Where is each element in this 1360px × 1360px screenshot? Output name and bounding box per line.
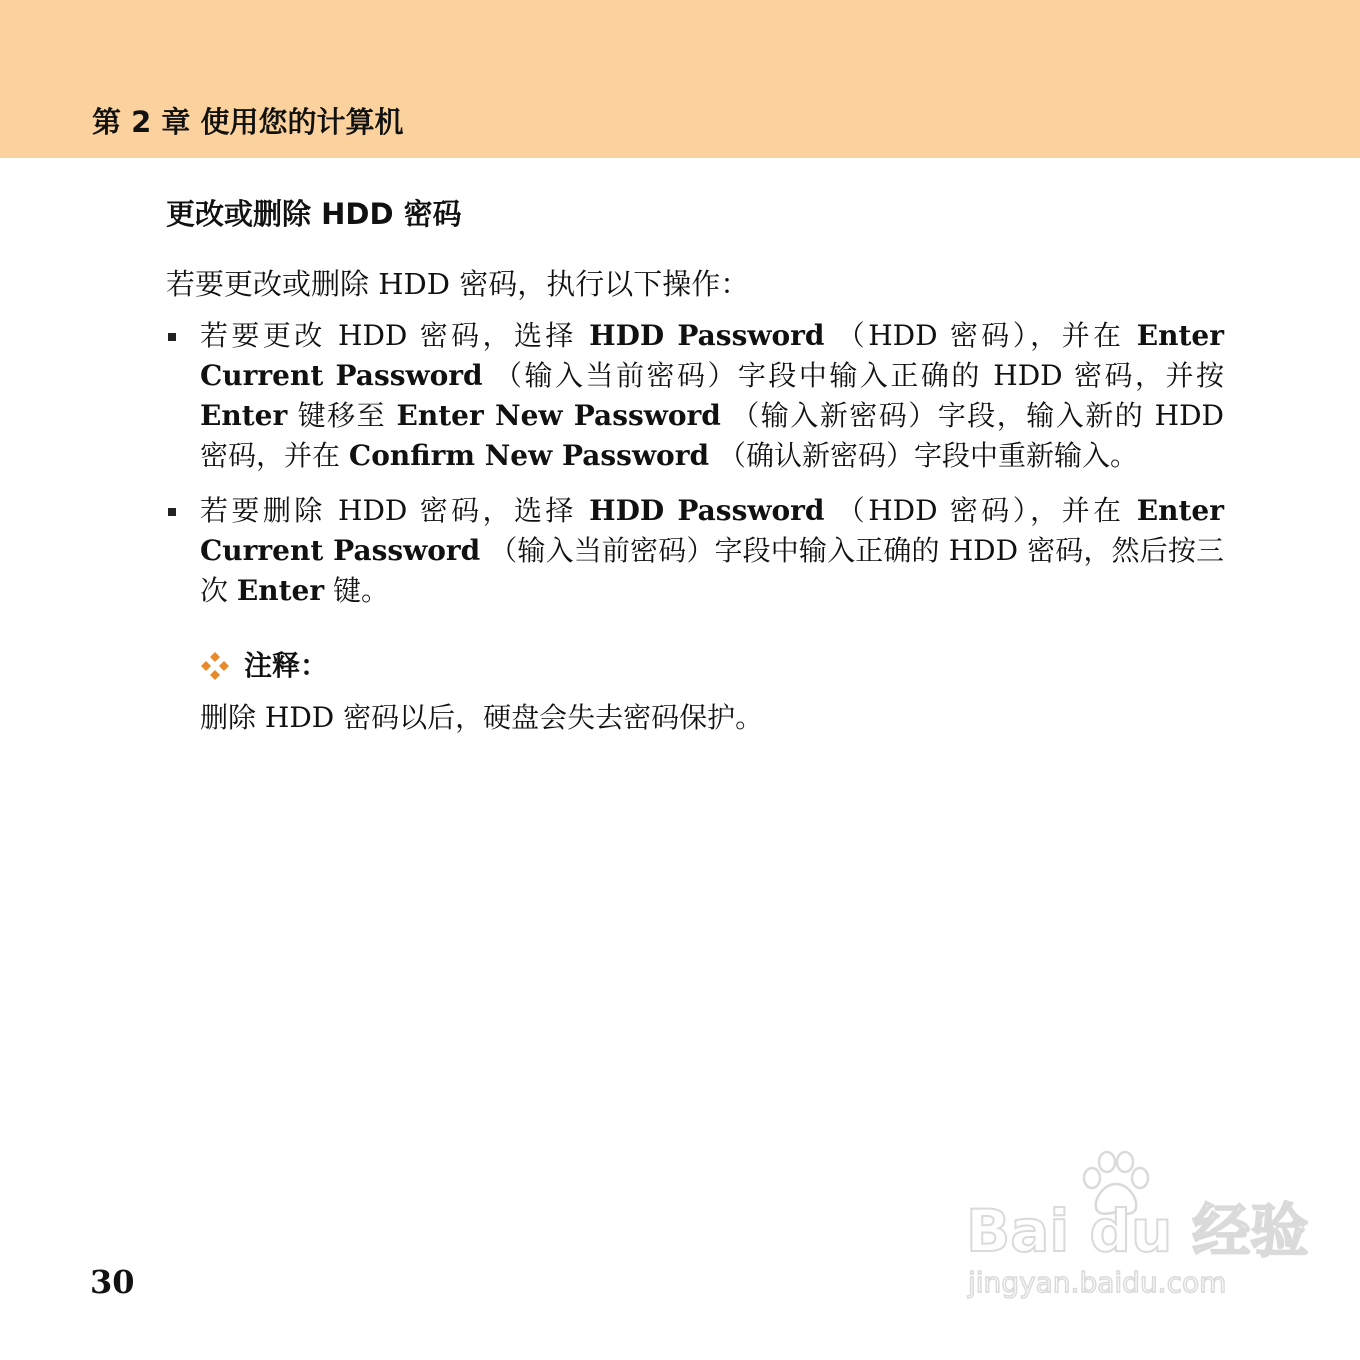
ui-term: Enter Current Password <box>200 319 1224 392</box>
key-term: Enter <box>236 574 325 607</box>
text-run: 键。 <box>324 574 390 607</box>
list-item <box>166 316 1224 476</box>
intro-text: 若要更改或删除 HDD 密码，执行以下操作： <box>166 267 750 301</box>
ui-term: HDD Password <box>589 494 825 527</box>
text-run: （输入新密码）字段，输入新的 HDD 密码，并在 <box>200 399 1224 472</box>
square-bullet-icon <box>168 508 176 516</box>
page-number: 30 <box>90 1263 135 1301</box>
list-item <box>166 491 1224 611</box>
section-title: 更改或删除 HDD 密码 <box>166 197 462 231</box>
baidu-watermark <box>960 1150 1309 1310</box>
key-term: Enter <box>200 399 288 432</box>
ui-term: Enter Current Password <box>200 494 1224 567</box>
four-diamond-icon <box>200 651 230 681</box>
text-run: （HDD 密码），并在 <box>824 319 1137 352</box>
watermark-url: jingyan.baidu.com <box>968 1266 1227 1299</box>
note-body: 删除 HDD 密码以后，硬盘会失去密码保护。 <box>200 701 764 734</box>
square-bullet-icon <box>168 333 176 341</box>
ui-term: Enter New Password <box>396 399 721 432</box>
chapter-title: 第 2 章 使用您的计算机 <box>92 105 404 139</box>
text-run: （输入当前密码）字段中输入正确的 HDD 密码，并按 <box>482 359 1224 392</box>
ui-term: Confirm New Password <box>348 439 710 472</box>
text-run: 若要更改 HDD 密码，选择 <box>200 319 590 352</box>
text-run: （HDD 密码），并在 <box>824 494 1137 527</box>
text-run: （确认新密码）字段中重新输入。 <box>709 439 1138 472</box>
watermark-brand: Bai du 经验 <box>966 1197 1309 1265</box>
text-run: 键移至 <box>287 399 397 432</box>
ui-term: HDD Password <box>589 319 825 352</box>
note-heading <box>200 646 328 686</box>
note-label: 注释： <box>244 649 329 682</box>
chapter-header-band <box>0 0 1360 158</box>
text-run: （输入当前密码）字段中输入正确的 HDD 密码，然后按三次 <box>200 534 1224 607</box>
instruction-list <box>166 316 1224 626</box>
text-run: 若要删除 HDD 密码，选择 <box>200 494 590 527</box>
